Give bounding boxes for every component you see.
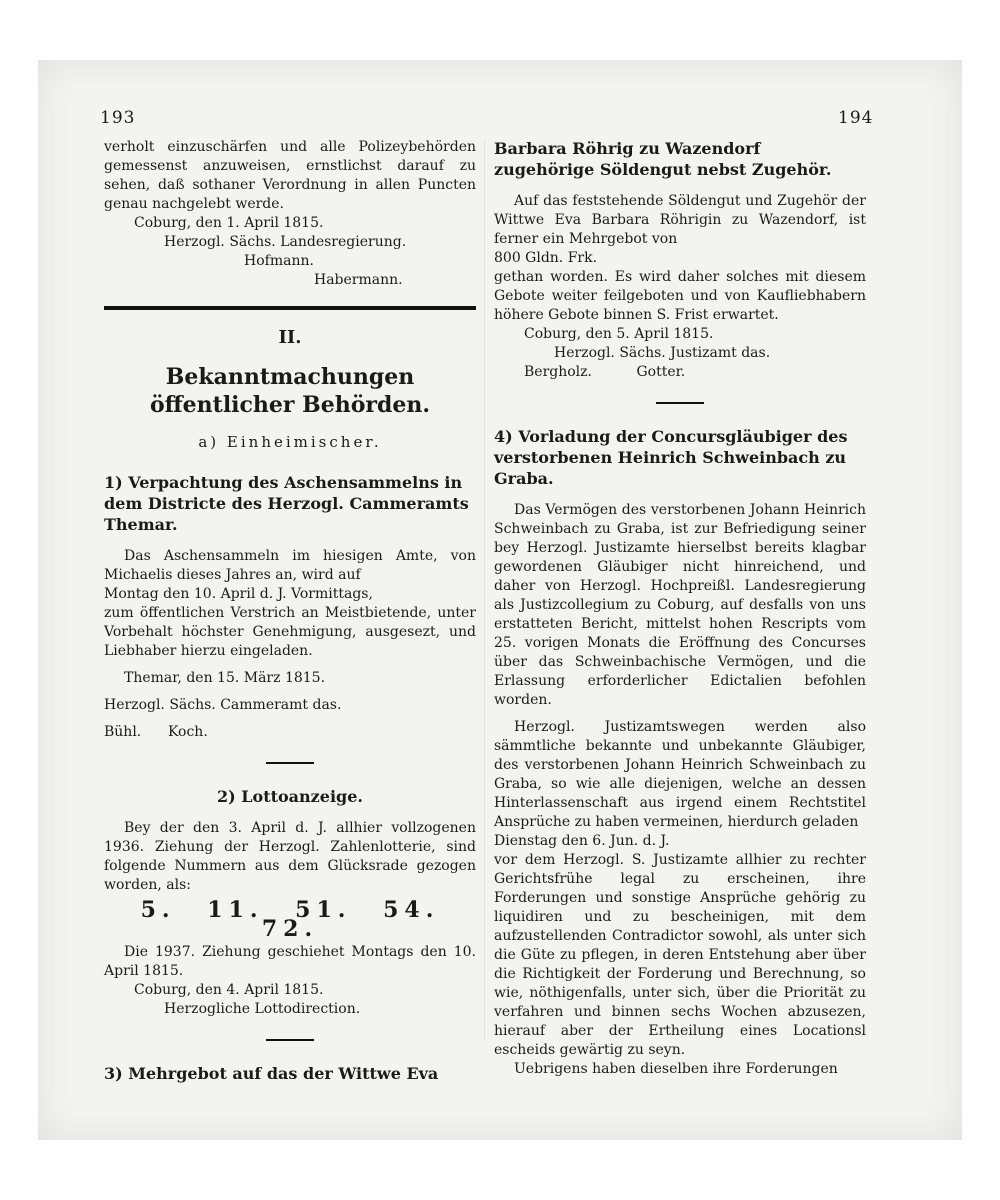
section-1-signers: Bühl. Koch. [104, 724, 208, 740]
section-1-body-2: zum öffentlichen Verstrich an Meistbietende, unter Vorbehalt höchster Genehmigung, ausgesezt, und Liebhaber hierzu eingeladen. [104, 605, 476, 659]
section-1-place-date: Themar, den 15. März 1815. [124, 670, 326, 686]
section-4-body-4: Uebrigens haben dieselben ihre Forderungen [514, 1061, 838, 1077]
section-2-body: Bey der den 3. April d. J. allhier vollzogenen 1936. Ziehung der Herzogl. Zahlenlotterie, sind folgende Nummern aus dem Glücksrade gezogen worden, als: [104, 820, 476, 893]
section-1-authority: Herzogl. Sächs. Cammeramt das. [104, 697, 342, 713]
section-4-date: Dienstag den 6. Jun. d. J. [494, 833, 670, 849]
closing-authority: Herzogl. Sächs. Landesregierung. [164, 234, 407, 250]
right-column [494, 138, 866, 1079]
section-3-authority: Herzogl. Sächs. Justizamt das. [554, 345, 771, 361]
page-number-right: 194 [838, 108, 874, 128]
section-3-heading: 3) Mehrgebot auf das der Wittwe Eva [104, 1064, 439, 1083]
sub-heading: a) Einheimischer. [198, 433, 382, 451]
section-3-amount: 800 Gldn. Frk. [494, 250, 598, 266]
section-3-heading-continued: Barbara Röhrig zu Wazendorf zugehörige Söldengut nebst Zugehör. [494, 139, 832, 179]
section-4-body-3: vor dem Herzogl. S. Justizamte allhier zu rechter Gerichtsfrühe legal zu erscheinen, ihre Forderungen und sonstige Ansprüche gehörig zu liquidiren und zu bescheinigen, mit dem aufzustellenden Contradictor sowohl, als unter sich die Güte zu pflegen, in deren Entstehung aber über die Richtigkeit der Forderung und Berechnung, so wie, nöthigenfalls, unter sich, über die Priorität zu verfahren und binnen sechs Wochen abzusezen, hierauf aber der Ertheilung eines Locationsl escheids gewärtig zu seyn. [494, 852, 866, 1058]
closing-signer-2: Habermann. [314, 272, 403, 288]
short-divider [266, 1039, 314, 1041]
lottery-numbers: 5. 11. 51. 54. 72. [140, 897, 440, 942]
part-heading: Bekanntmachungen öffentlicher Behörden. [149, 364, 431, 418]
part-numeral: II. [278, 327, 302, 348]
closing-place-date: Coburg, den 1. April 1815. [134, 215, 324, 231]
section-3-body-2: gethan worden. Es wird daher solches mit diesem Gebote weiter feilgeboten und von Kaufliebhabern höhere Gebote binnen S. Frist erwartet. [494, 269, 866, 323]
left-column [104, 138, 476, 1096]
section-divider [104, 306, 476, 310]
section-2-authority: Herzogliche Lottodirection. [164, 1001, 361, 1017]
section-1-body: Das Aschensammeln im hiesigen Amte, von Michaelis dieses Jahres an, wird auf [104, 548, 476, 583]
short-divider [656, 402, 704, 404]
section-4-body: Das Vermögen des verstorbenen Johann Heinrich Schweinbach zu Graba, ist zur Befriedigung seiner bey Herzogl. Justizamte hierselbst bereits klagbar gewordenen Gläubiger nicht hinreichend, und daher von Herzogl. Hochpreißl. Landesregierung als Justizcollegium zu Coburg, auf desfalls von uns erstatteten Bericht, mittelst hohen Rescripts vom 25. vorigen Monats die Eröffnung des Concurses über das Schweinbachische Vermögen, und die Erlassung erforderlicher Edictalien befohlen worden. [494, 502, 866, 708]
section-2-heading: 2) Lottoanzeige. [217, 787, 363, 806]
section-3-place-date: Coburg, den 5. April 1815. [524, 326, 714, 342]
gutter [484, 140, 485, 1040]
section-4-heading: 4) Vorladung der Concursgläubiger des verstorbenen Heinrich Schweinbach zu Graba. [494, 427, 848, 488]
page-number-left: 193 [100, 108, 136, 128]
section-2-place-date: Coburg, den 4. April 1815. [134, 982, 324, 998]
short-divider [266, 762, 314, 764]
section-1-heading: 1) Verpachtung des Aschensammelns in dem Districte des Herzogl. Cammeramts Themar. [104, 473, 469, 534]
section-4-body-2: Herzogl. Justizamtswegen werden also sämmtliche bekannte und unbekannte Gläubiger, des verstorbenen Johann Heinrich Schweinbach zu Graba, so wie alle diejenigen, welche an dessen Hinterlassenschaft aus irgend einem Rechtstitel Ansprüche zu haben vermeinen, hierdurch geladen [494, 719, 866, 830]
section-3-signers: Bergholz. Gotter. [524, 364, 686, 380]
section-3-body: Auf das feststehende Söldengut und Zugehör der Wittwe Eva Barbara Röhrigin zu Wazendorf, ist ferner ein Mehrgebot von [494, 193, 866, 247]
section-2-body-2: Die 1937. Ziehung geschiehet Montags den 10. April 1815. [104, 944, 476, 979]
section-1-date: Montag den 10. April d. J. Vormittags, [104, 586, 373, 602]
closing-signer-1: Hofmann. [244, 253, 314, 269]
continuation-paragraph: verholt einzuschärfen und alle Polizeybehörden gemessenst anzuweisen, ernstlichst darauf zu sehen, daß sothaner Verordnung in allen Puncten genau nachgelebt werde. [104, 139, 476, 212]
